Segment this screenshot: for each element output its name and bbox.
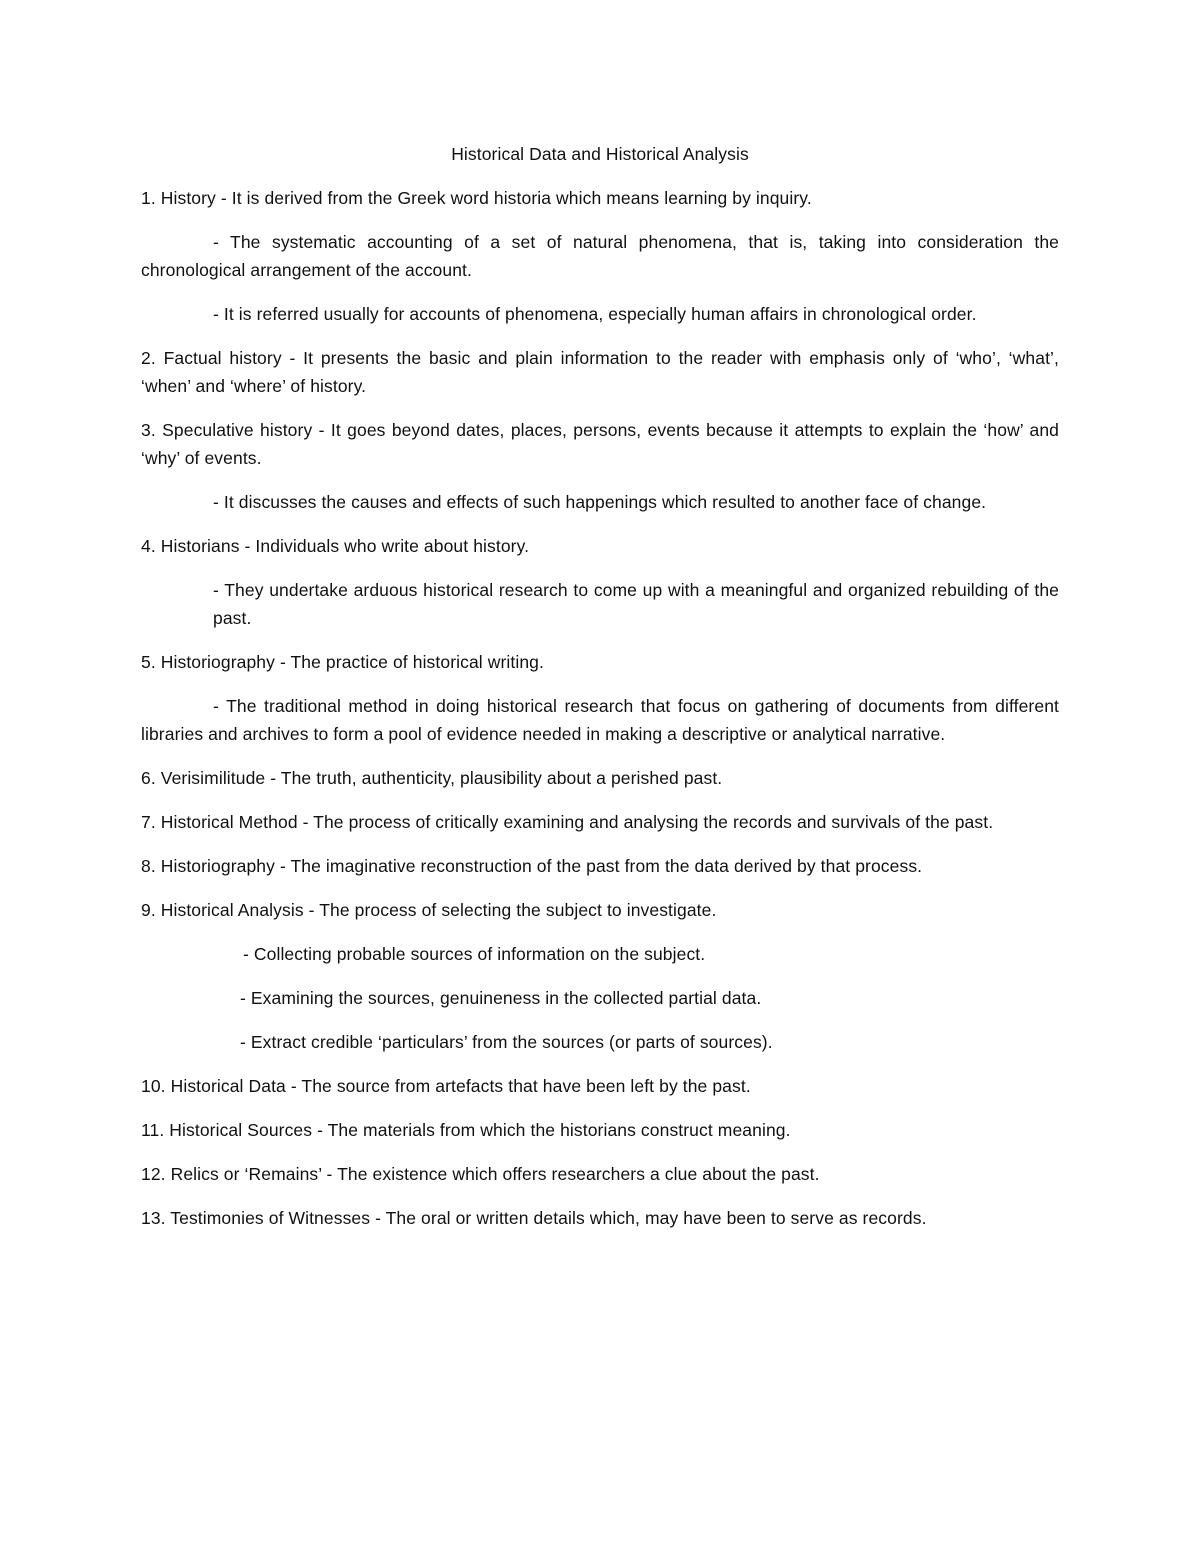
item-1-history: 1. History - It is derived from the Greek word historia which means learning by inquiry. xyxy=(141,188,812,208)
item-2-factual-history: 2. Factual history - It presents the basic and plain information to the reader with emphasis only of ‘who’, ‘what’, ‘when’ and ‘where’ of history. xyxy=(141,348,1059,396)
item-9-step-examining: - Examining the sources, genuineness in the collected partial data. xyxy=(240,988,762,1008)
item-6-verisimilitude: 6. Verisimilitude - The truth, authenticity, plausibility about a perished past. xyxy=(141,768,723,788)
item-11-historical-sources: 11. Historical Sources - The materials from which the historians construct meaning. xyxy=(141,1120,791,1140)
item-4-historians: 4. Historians - Individuals who write about history. xyxy=(141,536,530,556)
item-1-definition-3: - It is referred usually for accounts of phenomena, especially human affairs in chronological order. xyxy=(213,304,977,324)
item-5-definition-2: - The traditional method in doing historical research that focus on gathering of documents from different libraries and archives to form a pool of evidence needed in making a descriptive or analytical narrative. xyxy=(141,696,1059,744)
item-13-testimonies: 13. Testimonies of Witnesses - The oral or written details which, may have been to serve as records. xyxy=(141,1208,927,1228)
item-9-step-extract: - Extract credible ‘particulars’ from the sources (or parts of sources). xyxy=(240,1032,773,1052)
document-body xyxy=(141,140,1059,1248)
item-3-speculative-history: 3. Speculative history - It goes beyond dates, places, persons, events because it attempts to explain the ‘how’ and ‘why’ of events. xyxy=(141,420,1059,468)
item-12-relics: 12. Relics or ‘Remains’ - The existence which offers researchers a clue about the past. xyxy=(141,1164,820,1184)
document-title: Historical Data and Historical Analysis xyxy=(451,144,749,164)
item-5-historiography: 5. Historiography - The practice of historical writing. xyxy=(141,652,544,672)
item-7-historical-method: 7. Historical Method - The process of critically examining and analysing the records and survivals of the past. xyxy=(141,812,994,832)
item-8-historiography: 8. Historiography - The imaginative reconstruction of the past from the data derived by that process. xyxy=(141,856,923,876)
item-9-step-collecting: - Collecting probable sources of information on the subject. xyxy=(243,944,706,964)
item-9-historical-analysis: 9. Historical Analysis - The process of selecting the subject to investigate. xyxy=(141,900,717,920)
item-10-historical-data: 10. Historical Data - The source from artefacts that have been left by the past. xyxy=(141,1076,751,1096)
item-4-definition-2: - They undertake arduous historical research to come up with a meaningful and organized rebuilding of the past. xyxy=(213,580,1059,628)
item-3-definition-2: - It discusses the causes and effects of such happenings which resulted to another face of change. xyxy=(213,492,987,512)
item-1-definition-2: - The systematic accounting of a set of natural phenomena, that is, taking into consideration the chronological arrangement of the account. xyxy=(141,232,1059,280)
